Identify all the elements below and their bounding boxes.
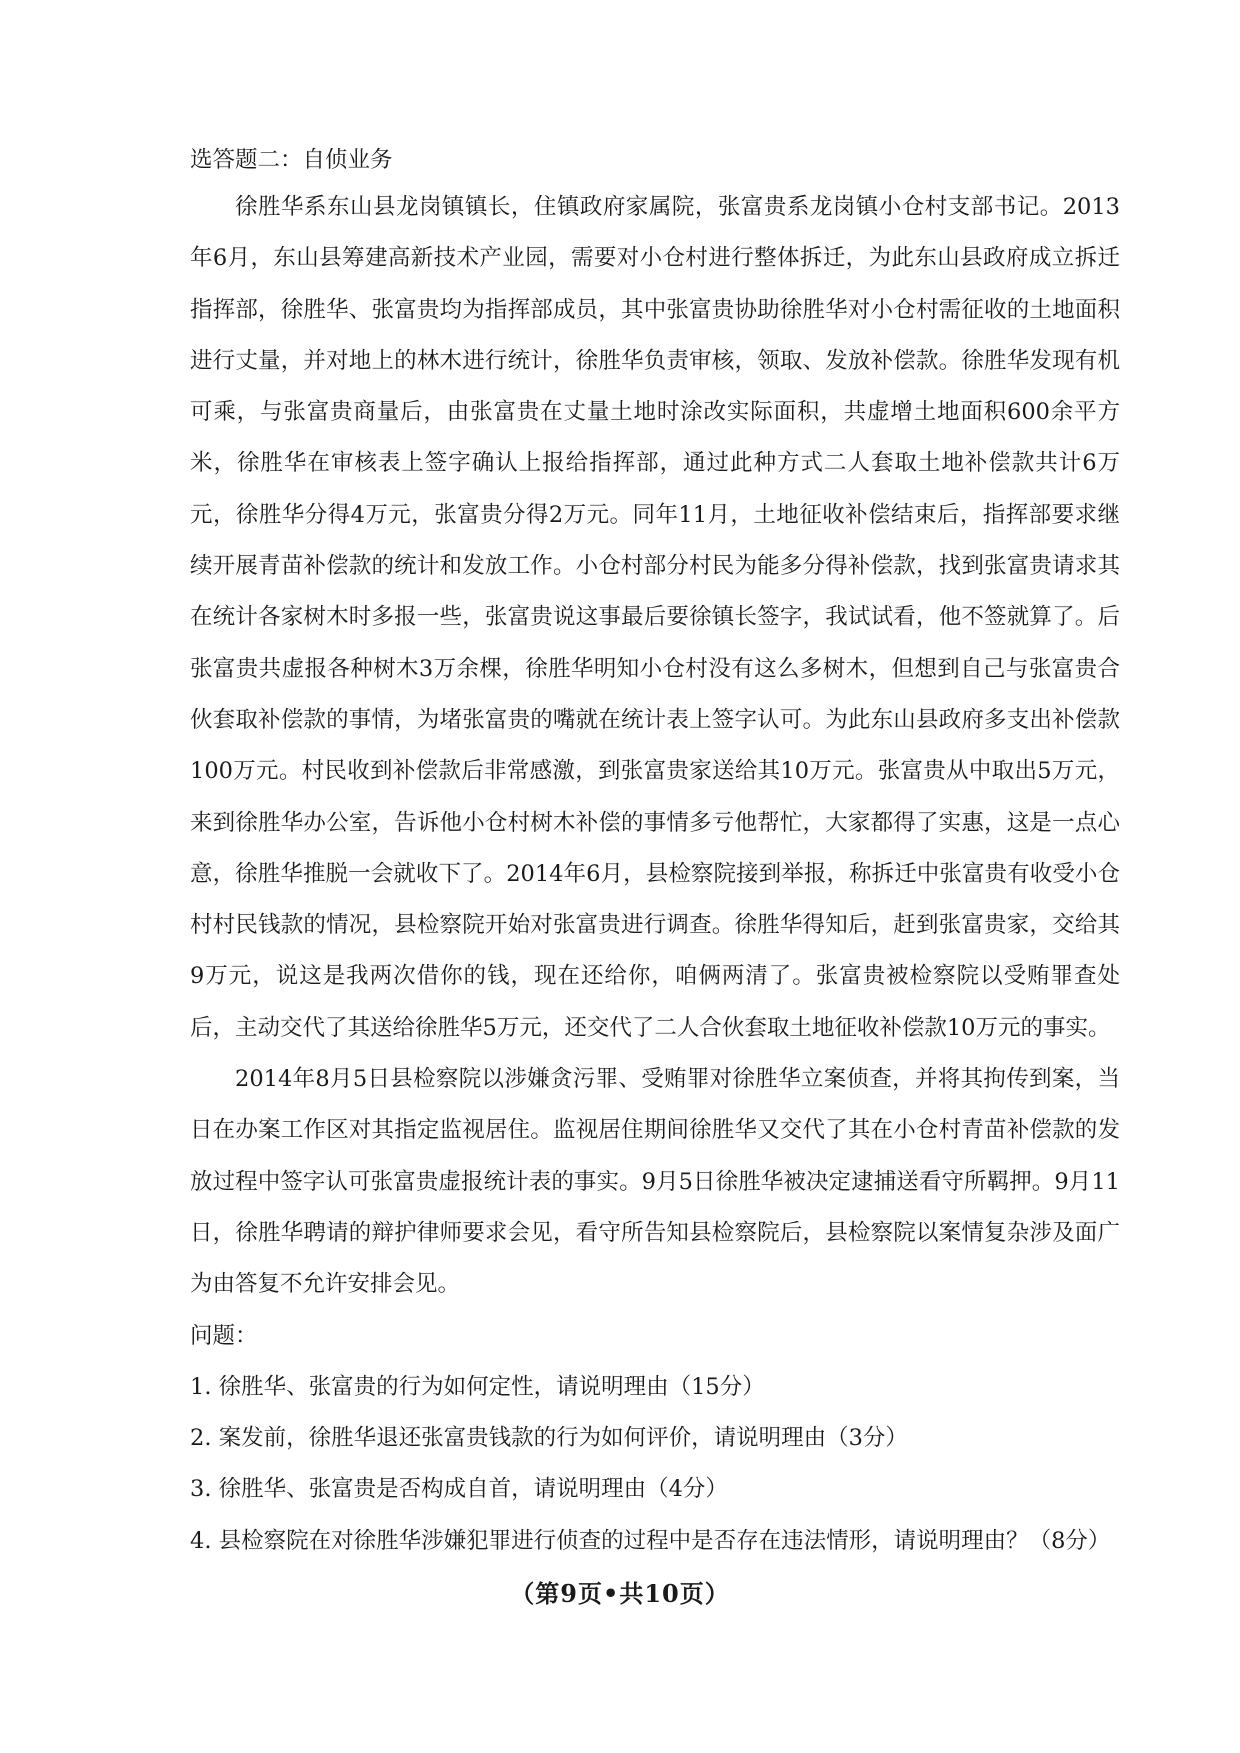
question-2: 2. 案发前，徐胜华退还张富贵钱款的行为如何评价，请说明理由（3分） <box>190 1425 908 1452</box>
case-paragraph-2: 2014年8月5日县检察院以涉嫌贪污罪、受贿罪对徐胜华立案侦查，并将其拘传到案，当日在办案工作区对其指定监视居住。监视居住期间徐胜华又交代了其在小仓村青苗补偿款的发放过程中签字认可张富贵虚报统计表的事实。9月5日徐胜华被决定逮捕送看守所羁押。9月11日，徐胜华聘请的辩护律师要求会见，看守所告知县检察院后，县检察院以案情复杂涉及面广为由答复不允许安排会见。 <box>190 1066 1120 1298</box>
section-heading: 选答题二：自侦业务 <box>190 147 393 173</box>
case-paragraph-1: 徐胜华系东山县龙岗镇镇长，住镇政府家属院，张富贵系龙岗镇小仓村支部书记。2013年6月，东山县筹建高新技术产业园，需要对小仓村进行整体拆迁，为此东山县政府成立拆迁指挥部，徐胜华、张富贵均为指挥部成员，其中张富贵协助徐胜华对小仓村需征收的土地面积进行丈量，并对地上的林木进行统计，徐胜华负责审核，领取、发放补偿款。徐胜华发现有机可乘，与张富贵商量后，由张富贵在丈量土地时涂改实际面积，共虚增土地面积600余平方米，徐胜华在审核表上签字确认上报给指挥部，通过此种方式二人套取土地补偿款共计6万元，徐胜华分得4万元，张富贵分得2万元。同年11月，土地征收补偿结束后，指挥部要求继续开展青苗补偿款的统计和发放工作。小仓村部分村民为能多分得补偿款，找到张富贵请求其在统计各家树木时多报一些，张富贵说这事最后要徐镇长签字，我试试看，他不签就算了。后张富贵共虚报各种树木3万余棵，徐胜华明知小仓村没有这么多树木，但想到自己与张富贵合伙套取补偿款的事情，为堵张富贵的嘴就在统计表上签字认可。为此东山县政府多支出补偿款100万元。村民收到补偿款后非常感激，到张富贵家送给其10万元。张富贵从中取出5万元，来到徐胜华办公室，告诉他小仓村树木补偿的事情多亏他帮忙，大家都得了实惠，这是一点心意，徐胜华推脱一会就收下了。2014年6月，县检察院接到举报，称拆迁中张富贵有收受小仓村村民钱款的情况，县检察院开始对张富贵进行调查。徐胜华得知后，赶到张富贵家，交给其9万元，说这是我两次借你的钱，现在还给你，咱俩两清了。张富贵被检察院以受贿罪查处后，主动交代了其送给徐胜华5万元，还交代了二人合伙套取土地征收补偿款10万元的事实。 <box>190 194 1120 1041</box>
questions-label: 问题： <box>190 1322 258 1349</box>
question-4: 4. 县检察院在对徐胜华涉嫌犯罪进行侦查的过程中是否存在违法情形，请说明理由？（8分） <box>190 1527 1111 1554</box>
question-3: 3. 徐胜华、张富贵是否构成自首，请说明理由（4分） <box>190 1476 728 1503</box>
document-body <box>190 138 1120 1567</box>
page-footer: （第9页•共10页） <box>510 1579 730 1608</box>
question-1: 1. 徐胜华、张富贵的行为如何定性，请说明理由（15分） <box>190 1373 765 1400</box>
